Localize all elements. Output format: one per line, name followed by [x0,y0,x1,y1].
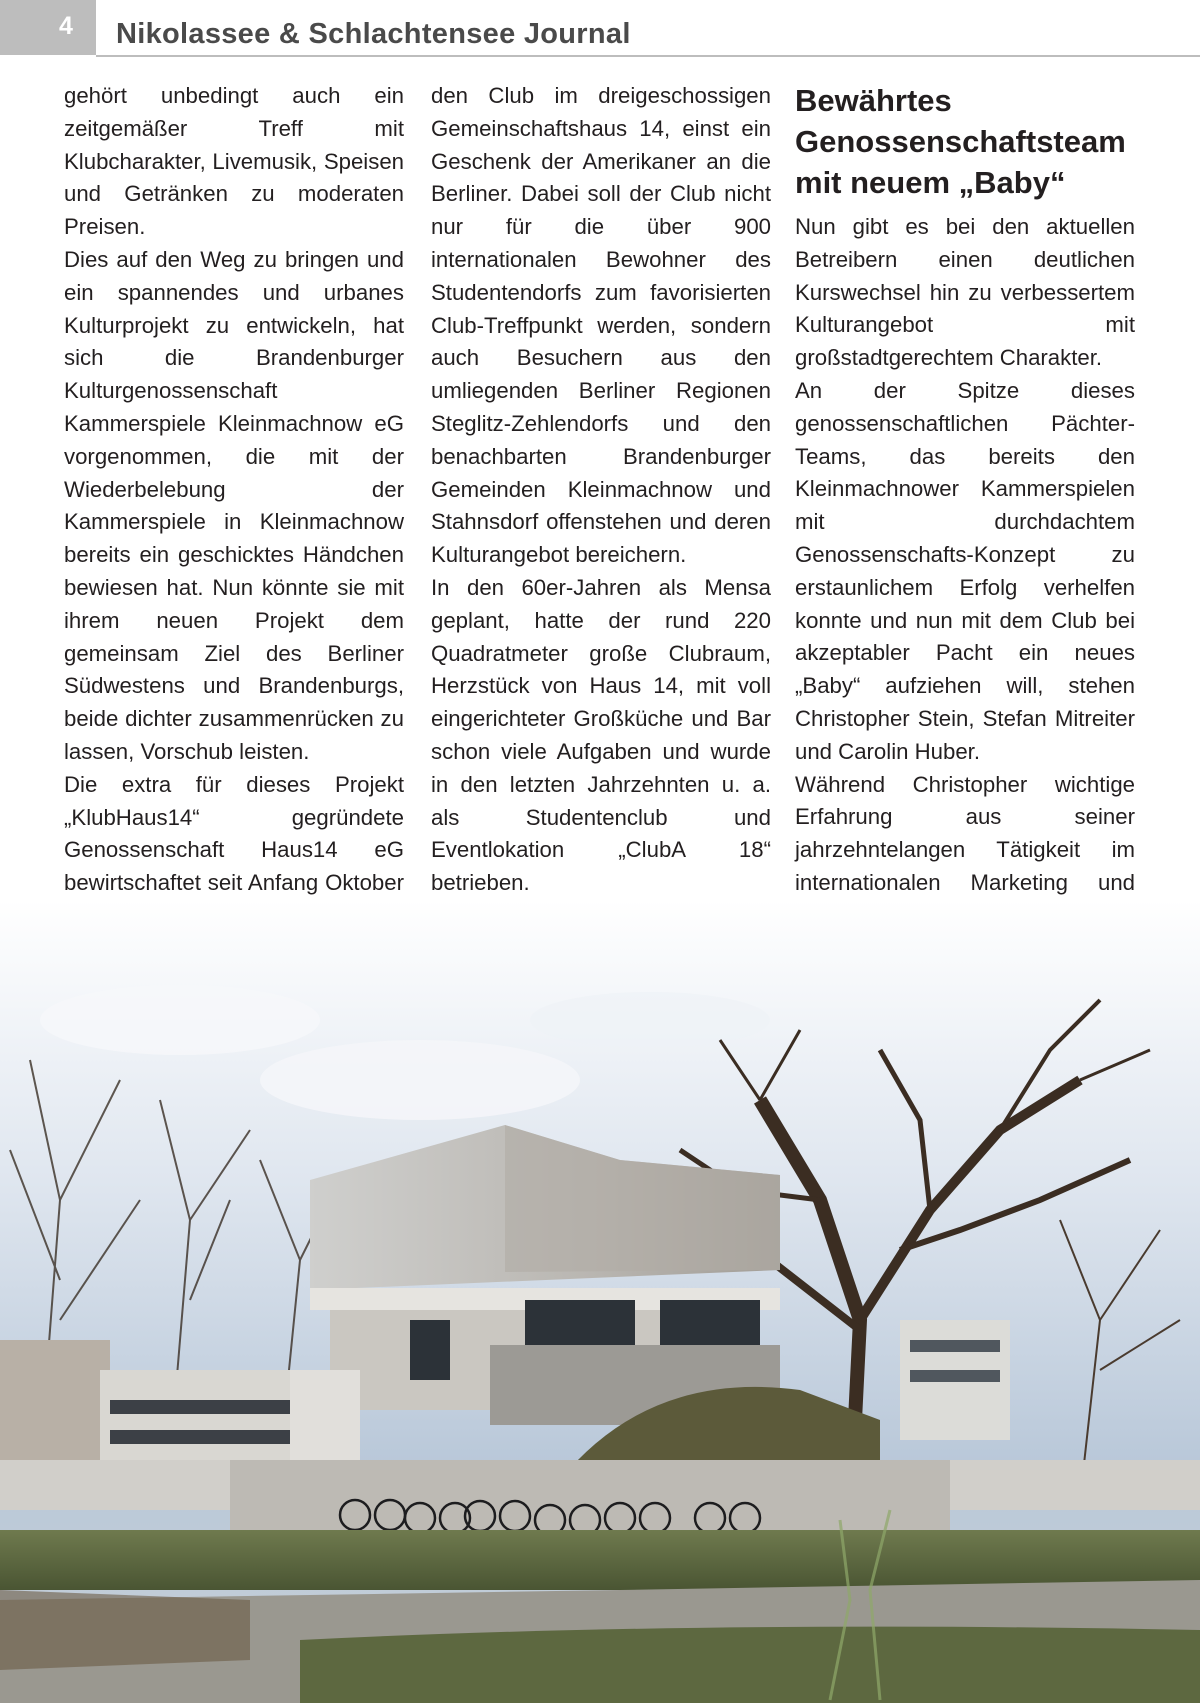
clubhaus-photo [0,900,1200,1703]
article-column-2 [431,80,771,900]
section-headline: Bewährtes Genossenschaftsteam mit neuem „Baby“ [795,83,1126,200]
article-column-1 [64,80,404,966]
journal-title: Nikolassee & Schlachtensee Journal [116,18,631,50]
paragraph: den Club im dreigeschossigen Gemeinschaftshaus 14, einst ein Geschenk der Amerikaner an die Berliner. Dabei soll der Club nicht nur für die über 900 internationalen Bewohner des Studentendorfs zum favorisierten Club-Treffpunkt werden, sondern auch Besuchern aus den umliegenden Berliner Regionen Steglitz-Zehlendorfs und den benachbarten Brandenburger Gemeinden Kleinmachnow und Stahnsdorf offenstehen und deren Kulturangebot bereichern. [431,83,771,568]
page-number: 4 [59,12,73,40]
paragraph: In den 60er-Jahren als Mensa geplant, hatte der rund 220 Quadratmeter große Clubraum, Herzstück von Haus 14, mit voll eingerichteter Großküche und Bar schon viele Aufgaben und wurde in den letzten Jahrzehnten u. a. als Studentenclub und Eventlokation „ClubA 18“ betrieben. [431,574,771,896]
paragraph: Nun gibt es bei den aktuellen Betreibern einen deutlichen Kurswechsel hin zu verbessertem Kulturangebot mit großstadtgerechtem Charakter. [795,214,1135,371]
paragraph: An der Spitze dieses genossenschaftlichen Pächter-Teams, das bereits den Kleinmachnower Kammerspielen mit durchdachtem Genossenschafts-Konzept zu erstaunlichem Erfolg verhelfen konnte und nun mit dem Club bei akzeptabler Pacht ein neues „Baby“ aufziehen will, stehen Christopher Stein, Stefan Mitreiter und Carolin Huber. [795,377,1135,764]
paragraph: Dies auf den Weg zu bringen und ein spannendes und urbanes Kulturprojekt zu entwickeln, hat sich die Brandenburger Kulturgenossenschaft Kammerspiele Kleinmachnow eG vorgenommen, die mit der Wiederbelebung der Kammerspiele in Kleinmachnow bereits ein geschicktes Händchen bewiesen hat. Nun könnte sie mit ihrem neuen Projekt dem gemeinsam Ziel des Berliner Südwestens und Brandenburgs, beide dichter zusammenrücken zu lassen, Vorschub leisten. [64,246,404,764]
paragraph: Während Christopher wichtige Erfahrung aus seiner jahrzehntelangen Tätigkeit im internationalen Marketing und [795,771,1135,895]
article-column-3 [795,80,1135,933]
header-rule [96,55,1200,57]
paragraph: gehört unbedingt auch ein zeitgemäßer Treff mit Klubcharakter, Livemusik, Speisen und Getränken zu moderaten Preisen. [64,83,404,240]
paragraph: Die extra für dieses Projekt „KlubHaus14“ gegründete Genossenschaft Haus14 eG bewirtschaftet seit Anfang Oktober [64,771,404,896]
